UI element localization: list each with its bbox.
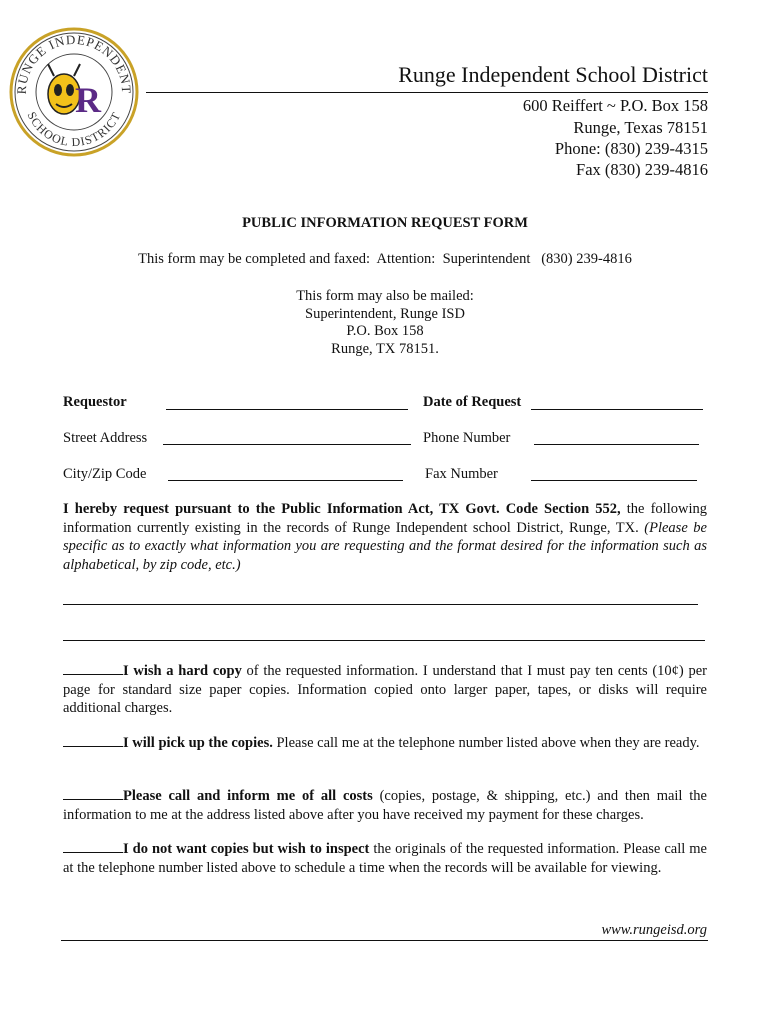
option-inspect-bold: I do not want copies but wish to inspect: [123, 841, 370, 857]
mail-line: Superintendent, Runge ISD: [305, 305, 465, 322]
date-of-request-label: Date of Request: [423, 394, 522, 410]
requestor-field[interactable]: [166, 409, 408, 410]
option-inform-costs-checkline[interactable]: [63, 787, 123, 800]
footer-divider: [61, 940, 708, 941]
address-line-city: Runge, Texas 78151: [573, 118, 708, 137]
address-line-phone: Phone: (830) 239-4315: [554, 139, 708, 158]
fax-number-label: Fax Number: [425, 466, 498, 482]
option-pick-up-checkline[interactable]: [63, 734, 123, 747]
request-statement-bold: I hereby request pursuant to the Public Information Act, TX Govt. Code Section 552,: [63, 501, 621, 517]
request-statement-text: the following information currently existing in the records of Runge Independent school District, Runge, TX.: [63, 501, 707, 536]
option-hard-copy: [63, 662, 707, 718]
seal-bottom-text: SCHOOL DISTRICT: [24, 109, 124, 150]
option-pick-up-bold: I will pick up the copies.: [123, 735, 273, 751]
district-seal-logo: [8, 26, 140, 158]
option-inspect-text: the originals of the requested information. Please call me at the telephone number listed above to schedule a time when the records will be available for viewing.: [63, 841, 707, 876]
request-details-line-1[interactable]: [63, 604, 698, 605]
mail-line: Runge, TX 78151.: [331, 340, 439, 357]
phone-number-label: Phone Number: [423, 430, 511, 446]
district-name: Runge Independent School District: [398, 62, 708, 87]
phone-number-field[interactable]: [534, 444, 699, 445]
option-hard-copy-checkline[interactable]: [63, 662, 123, 675]
option-inform-costs-text: (copies, postage, & shipping, etc.) and then mail the information to me at the address listed above after you have received my payment for these charges.: [63, 788, 707, 823]
fax-number-field[interactable]: [531, 480, 697, 481]
fax-instructions: This form may be completed and faxed: Attention: Superintendent (830) 239-4816: [138, 251, 632, 267]
header-divider: [146, 92, 708, 93]
option-pick-up: [63, 734, 707, 753]
address-line-fax: Fax (830) 239-4816: [576, 160, 708, 179]
mail-line: P.O. Box 158: [346, 323, 424, 339]
date-of-request-field[interactable]: [531, 409, 703, 410]
address-line-street: 600 Reiffert ~ P.O. Box 158: [522, 96, 708, 115]
seal-top-text: RUNGE INDEPENDENT: [13, 31, 135, 95]
city-zip-field[interactable]: [168, 480, 403, 481]
option-inspect-checkline[interactable]: [63, 840, 123, 853]
mail-line: This form may also be mailed:: [296, 288, 474, 304]
form-title: PUBLIC INFORMATION REQUEST FORM: [242, 215, 528, 231]
option-inform-costs: [63, 787, 707, 824]
option-inform-costs-bold: Please call and inform me of all costs: [123, 788, 373, 804]
street-address-field[interactable]: [163, 444, 411, 445]
mail-instructions: [0, 288, 770, 358]
option-hard-copy-bold: I wish a hard copy: [123, 663, 242, 679]
street-address-label: Street Address: [63, 430, 148, 446]
seal-monogram: R: [75, 80, 101, 120]
request-statement: [63, 500, 707, 574]
option-inspect: [63, 840, 707, 877]
option-pick-up-text: Please call me at the telephone number listed above when they are ready.: [272, 735, 700, 751]
requestor-label: Requestor: [63, 394, 127, 410]
city-zip-label: City/Zip Code: [63, 466, 147, 482]
website-link[interactable]: www.rungeisd.org: [601, 922, 707, 938]
request-details-line-2[interactable]: [63, 640, 705, 641]
option-hard-copy-text: of the requested information. I understand that I must pay ten cents (10¢) per page for standard size paper copies. Information copied onto larger paper, tapes, or disks will require additional charges.: [63, 663, 707, 716]
request-statement-italic: (Please be specific as to exactly what information you are requesting and the format desired for the information such as alphabetical, by zip code, etc.): [63, 519, 707, 573]
